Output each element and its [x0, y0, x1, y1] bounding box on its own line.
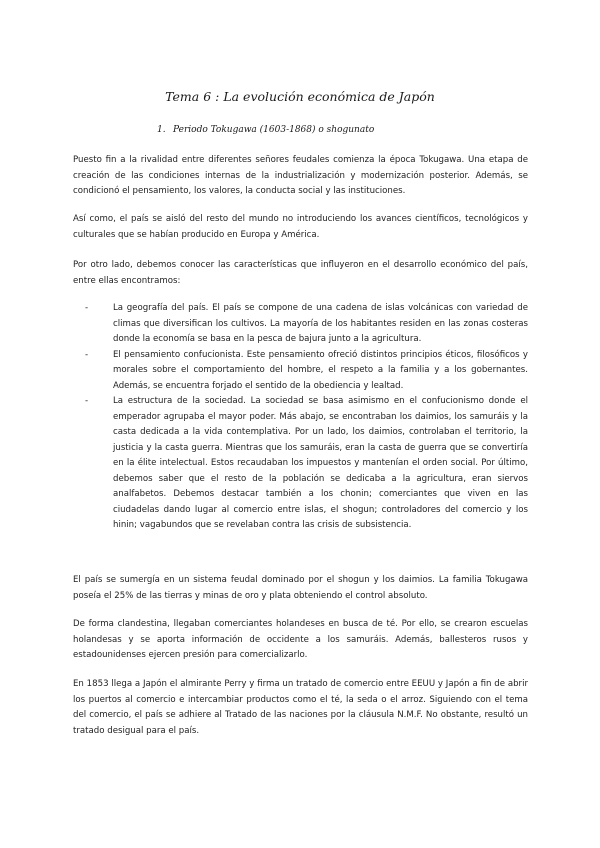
paragraph-intro: Puesto fin a la rivalidad entre diferentes señores feudales comienza la época Tokugawa. Una etapa de creación de las condiciones internas de la industrialización y modernización posterior. Además, se condicionó el pensamiento, los valores, la conducta social y las instituciones. — [73, 155, 528, 196]
bullet-dash: - — [85, 303, 89, 313]
paragraph-perry-treaty: En 1853 llega a Japón el almirante Perry y firma un tratado de comercio entre EEUU y Japón a fin de abrir los puertos al comercio e intercambiar productos como el té, la seda o el arroz. Siguiendo con el tema del comercio, el país se adhiere al Tratado de las naciones por la cláusula N.M.F. No obstante, resultó un tratado desigual para el país. — [73, 679, 528, 736]
paragraph-dutch-merchants: De forma clandestina, llegaban comerciantes holandeses en busca de té. Por ello, se crearon escuelas holandesas y se aporta información de occidente a los samuráis. Además, ballesteros rusos y estadounidenses ejercen presión para comercializarlo. — [73, 619, 528, 660]
page-title: Tema 6 : La evolución económica de Japón — [165, 89, 435, 104]
list-item-text: La geografía del país. El país se compone de una cadena de islas volcánicas con variedad de climas que diversifican los cultivos. La mayoría de los habitantes residen en las zonas costeras donde la economía se basa en la pesca de bajura junto a la agricultura. — [113, 303, 528, 344]
list-item — [85, 348, 528, 395]
section-number: 1. — [157, 125, 166, 135]
section-heading-text: Periodo Tokugawa (1603-1868) o shogunato — [173, 125, 375, 135]
list-item — [85, 301, 528, 348]
list-item-text: El pensamiento confucionista. Este pensamiento ofreció distintos principios éticos, filosóficos y morales sobre el comportamiento del hombre, el respeto a la familia y a los gobernantes. Además, se encuentra forjado el sentido de la obediencia y lealtad. — [113, 349, 528, 391]
bullet-dash: - — [85, 349, 89, 360]
list-item — [85, 394, 528, 534]
section-heading — [157, 125, 374, 135]
list-item-text: La estructura de la sociedad. La sociedad se basa asimismo en el confucionismo donde el emperador agrupaba el mayor poder. Más abajo, se encontraban los daimios, los samuráis y la casta dedicada a la vida contemplativa. Por un lado, los daimios, controlaban el territorio, la justicia y la casta guerra. Mientras que los samuráis, eran la casta de guerra que se convertiría en la élite intelectual. Estos recaudaban los impuestos y mantenían el orden social. Por último, debemos saber que el resto de la población se dedicaba a la agricultura, eran siervos analfabetos. Debemos destacar también a los chonin; comerciantes que viven en las ciudadelas dando lugar al comercio entre islas, el shogun; controladores del comercio y los hinin; vagabundos que se revelaban contra las crisis de subsistencia. — [113, 396, 528, 530]
characteristics-list — [85, 301, 528, 534]
bullet-dash: - — [85, 396, 89, 406]
paragraph-feudal-system: El país se sumergía en un sistema feudal dominado por el shogun y los daimios. La familia Tokugawa poseía el 25% de las tierras y minas de oro y plata obteniendo el control absoluto. — [73, 575, 528, 601]
paragraph-characteristics: Por otro lado, debemos conocer las características que influyeron en el desarrollo económico del país, entre ellas encontramos: — [73, 260, 528, 286]
paragraph-isolation: Así como, el país se aisló del resto del mundo no introduciendo los avances científicos, tecnológicos y culturales que se habían producido en Europa y América. — [73, 214, 528, 240]
